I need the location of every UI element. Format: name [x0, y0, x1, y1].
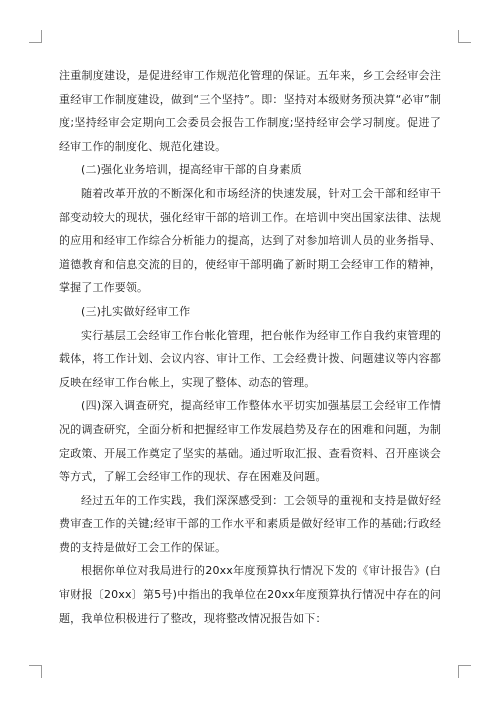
- paragraph-experience: 经过五年的工作实践，我们深深感受到：工会领导的重视和支持是做好经费审查工作的关键;经审干部的工作水平和素质是做好经审工作的基础;行政经费的支持是做好工会工作的保证。: [59, 493, 441, 554]
- section-heading-audit-work: (三)扎实做好经审工作: [81, 304, 191, 318]
- paragraph-ledger-management: 实行基层工会经审工作台帐化管理，把台帐作为经审工作自我约束管理的载体，将工作计划、会议内容、审计工作、工会经费计拨、问题建议等内容都反映在经审工作台帐上，实现了整体、动态的管理。: [59, 328, 441, 389]
- paragraph-training: 随着改革开放的不断深化和市场经济的快速发展，针对工会干部和经审干部变动较大的现状，强化经审干部的培训工作。在培训中突出国家法律、法规的应用和经审工作综合分析能力的提高，达到了对参加培训人员的业务指导、道德教育和信息交流的目的，使经审干部明确了新时期工会经审工作的精神，掌握了工作要领。: [59, 186, 441, 295]
- crop-mark-top-right: [458, 30, 471, 43]
- crop-mark-bottom-left: [29, 665, 42, 678]
- paragraph-investigation: (四)深入调查研究，提高经审工作整体水平切实加强基层工会经审工作情况的调查研究，全面分析和把握经审工作发展趋势及存在的困难和问题，为制定政策、开展工作奠定了坚实的基础。通过听取汇报、查看资料、召开座谈会等方式，了解工会经审工作的现状、存在困难及问题。: [59, 399, 441, 484]
- paragraph-rectification-intro: 根据你单位对我局进行的20xx年度预算执行情况下发的《审计报告》(白审财报〔20xx〕第5号)中指出的我单位在20xx年度预算执行情况中存在的问题，我单位积极进行了整改，现将整改情况报告如下：: [59, 564, 441, 625]
- document-body: [59, 64, 441, 630]
- section-heading-training: (二)强化业务培训，提高经审干部的自身素质: [81, 163, 302, 177]
- crop-mark-top-left: [29, 30, 42, 43]
- crop-mark-bottom-right: [458, 665, 471, 678]
- paragraph-system-building: 注重制度建设，是促进经审工作规范化管理的保证。五年来，乡工会经审会注重经审工作制度建设，做到“三个坚持”。即：坚持对本级财务预决算“必审”制度;坚持经审会定期向工会委员会报告工作制度;坚持经审会学习制度。促进了经审工作的制度化、规范化建设。: [59, 69, 441, 153]
